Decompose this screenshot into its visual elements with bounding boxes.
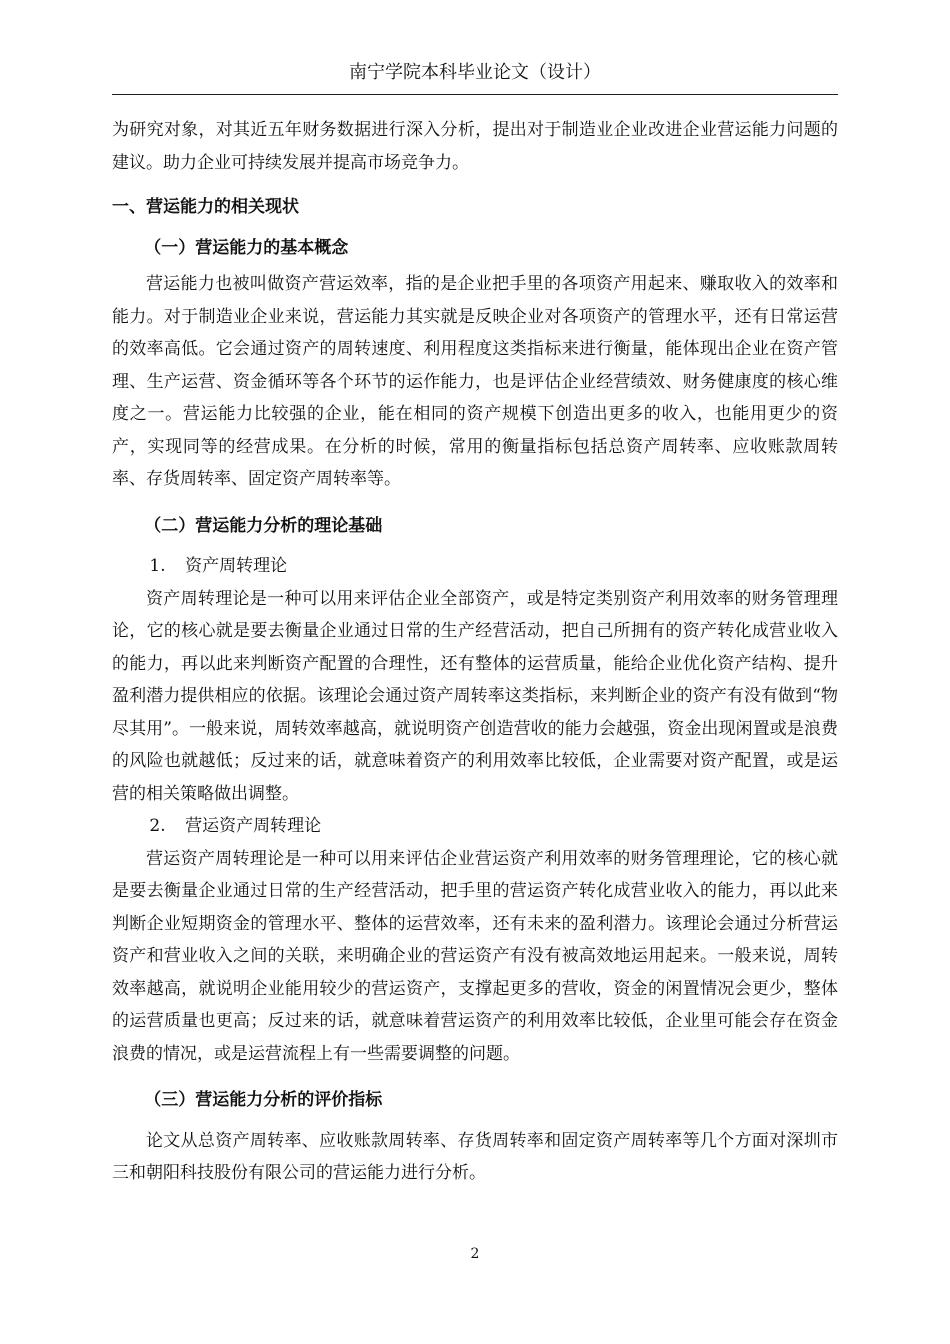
- section-heading-1: 一、营运能力的相关现状: [112, 197, 299, 217]
- header-divider: [112, 94, 838, 95]
- list-item-1-paragraph: 资产周转理论是一种可以用来评估企业全部资产，或是特定类别资产利用效率的财务管理理论，它的核心就是要去衡量企业通过日常的生产经营活动，把自己所拥有的资产转化成营业收入的能力，再以此来判断资产配置的合理性，还有整体的运营质量，能给企业优化资产结构、提升盈利潜力提供相应的依据。该理论会通过资产周转率这类指标，来判断企业的资产有没有做到“物尽其用”。一般来说，周转效率越高，就说明资产创造营收的能力会越强，资金出现闲置或是浪费的风险也就越低；反过来的话，就意味着资产的利用效率比较低，企业需要对资产配置，或是运营的相关策略做出调整。: [112, 588, 838, 804]
- document-body: [112, 114, 838, 1190]
- list-item-number-2: 2.: [149, 816, 166, 836]
- subsection-3-paragraph: 论文从总资产周转率、应收账款周转率、存货周转率和固定资产周转率等几个方面对深圳市三和朝阳科技股份有限公司的营运能力进行分析。: [112, 1130, 838, 1183]
- list-item-title-2: 营运资产周转理论: [185, 816, 322, 836]
- subsection-heading-1: （一）营运能力的基本概念: [144, 237, 349, 258]
- list-item-title-1: 资产周转理论: [185, 556, 288, 576]
- list-item-heading-2: [112, 810, 838, 843]
- subsection-heading-3: （三）营运能力分析的评价指标: [144, 1090, 383, 1110]
- list-item-2-paragraph: 营运资产周转理论是一种可以用来评估企业营运资产利用效率的财务管理理论，它的核心就是要去衡量企业通过日常的生产经营活动，把手里的营运资产转化成营业收入的能力，再以此来判断企业短期资金的管理水平、整体的运营效率，还有未来的盈利潜力。该理论会通过分析营运资产和营业收入之间的关联，来明确企业的营运资产有没有被高效地运用起来。一般来说，周转效率越高，就说明企业能用较少的营运资产，支撑起更多的营收，资金的闲置情况会更少，整体的运营质量也更高；反过来的话，就意味着营运资产的利用效率比较低，企业里可能会存在资金浪费的情况，或是运营流程上有一些需要调整的问题。: [112, 848, 838, 1064]
- subsection-1-paragraph: 营运能力也被叫做资产营运效率，指的是企业把手里的各项资产用起来、赚取收入的效率和能力。对于制造业企业来说，营运能力其实就是反映企业对各项资产的管理水平，还有日常运营的效率高低。它会通过资产的周转速度、利用程度这类指标来进行衡量，能体现出企业在资产管理、生产运营、资金循环等各个环节的运作能力，也是评估企业经营绩效、财务健康度的核心维度之一。营运能力比较强的企业，能在相同的资产规模下创造出更多的收入，也能用更少的资产，实现同等的经营成果。在分析的时候，常用的衡量指标包括总资产周转率、应收账款周转率、存货周转率、固定资产周转率等。: [112, 274, 838, 489]
- intro-paragraph: 为研究对象，对其近五年财务数据进行深入分析，提出对于制造业企业改进企业营运能力问题的建议。助力企业可持续发展并提高市场竞争力。: [112, 120, 838, 173]
- list-item-number-1: 1.: [149, 556, 166, 576]
- list-item-heading-1: [112, 550, 838, 583]
- page-number: 2: [470, 1246, 480, 1262]
- subsection-heading-2: （二）营运能力分析的理论基础: [144, 515, 383, 536]
- page-header-title: 南宁学院本科毕业论文（设计）: [349, 62, 601, 83]
